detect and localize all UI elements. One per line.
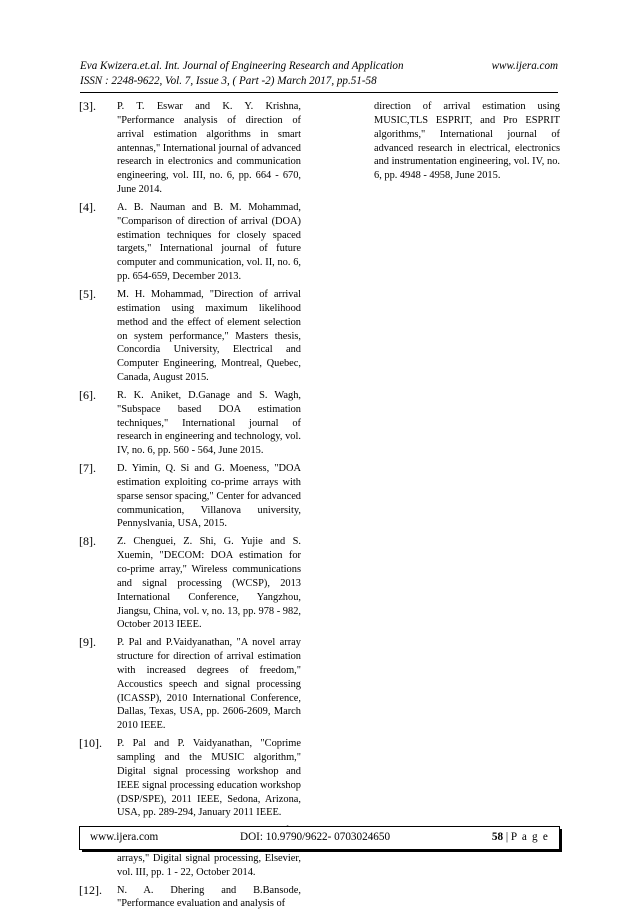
page-footer <box>79 826 560 850</box>
reference-text: Z. Chenguei, Z. Shi, G. Yujie and S. Xuemin, "DECOM: DOA estimation for co-prime array," Wireless communications and signal processing (WCSP), 2013 International Conference, Yangzhou, Jiangsu, China, vol. v, no. 13, pp. 978 - 982, October 2013 IEEE. <box>117 536 301 631</box>
header-rule <box>80 92 558 93</box>
references-left-column <box>79 100 301 915</box>
reference-text: N. A. Dhering and B.Bansode, "Performance evaluation and analysis of <box>117 884 301 910</box>
reference-item <box>79 288 301 385</box>
reference-number: [8]. <box>79 534 96 549</box>
journal-citation: Eva Kwizera.et.al. Int. Journal of Engineering Research and Application <box>80 60 404 72</box>
reference-number: [4]. <box>79 199 96 214</box>
reference-item <box>79 100 301 197</box>
reference-text: P. Pal and P. Vaidyanathan, "Coprime sampling and the MUSIC algorithm," Digital signal processing workshop and IEEE signal processing education workshop (DSP/SPE), 2011 IEEE, Sedona, Arizona, USA, pp. 289-294, January 2011 IEEE. <box>117 738 301 819</box>
reference-text: D. Yimin, Q. Si and G. Moeness, "DOA estimation exploiting co-prime arrays with sparse sensor spacing," Center for advanced communication, Villanova university, Pennyslvania, USA, 2015. <box>117 463 301 530</box>
reference-text: arrays," Digital signal processing, Elsevier, vol. III, pp. 1 - 22, October 2014. <box>117 852 301 878</box>
reference-text: R. K. Aniket, D.Ganage and S. Wagh, "Subspace based DOA estimation techniques," International journal of research in engineering and technology, vol. IV, no. 6, pp. 560 - 564, June 2015. <box>117 389 301 457</box>
reference-number: [6]. <box>79 387 96 402</box>
reference-text: P. T. Eswar and K. Y. Krishna, "Performance analysis of direction of arrival estimation algorithms in smart antennas," International journal of advanced research in electronics and communication engineering, vol. III, no. 6, pp. 664 - 670, June 2014. <box>117 101 301 196</box>
reference-number: [3]. <box>79 99 96 113</box>
reference-number: [5]. <box>79 286 96 301</box>
reference-item <box>79 389 301 458</box>
reference-text: A. B. Nauman and B. M. Mohammad, "Comparison of direction of arrival (DOA) estimation techniques for closely spaced targets," International journal of future computer and communication, vol. II, no. 6, pp. 654-659, December 2013. <box>117 201 301 283</box>
reference-item <box>79 462 301 531</box>
footer-page-number <box>492 831 549 843</box>
footer-doi: DOI: 10.9790/9622- 0703024650 <box>240 831 391 843</box>
reference-number: [12]. <box>79 882 102 897</box>
reference-number: [7]. <box>79 461 96 476</box>
page-header <box>80 59 558 88</box>
reference-continuation <box>374 100 560 183</box>
reference-text: P. Pal and P.Vaidyanathan, "A novel array structure for direction of arrival estimation with increased degrees of freedom," Accoustics speech and signal processing (ICASSP), 2010 International Conference, Dallas, Texas, USA, pp. 2606-2609, March 2010 IEEE. <box>117 637 301 732</box>
reference-item <box>79 884 301 912</box>
page-separator: | <box>505 831 509 843</box>
issn-line: ISSN : 2248-9622, Vol. 7, Issue 3, ( Part -2) March 2017, pp.51-58 <box>80 74 377 87</box>
reference-item <box>79 636 301 733</box>
reference-item <box>79 535 301 632</box>
reference-text: M. H. Mohammad, "Direction of arrival estimation using maximum likelihood method and the effect of element selection on system performance," Masters thesis, Concordia University, Electrical and Computer Engineering, Montreal, Quebec, Canada, August 2015. <box>117 288 301 384</box>
references-right-column <box>374 100 560 183</box>
page-number: 58 <box>491 831 504 843</box>
reference-item <box>79 737 301 820</box>
reference-number: [9]. <box>79 635 96 650</box>
reference-continuation-text: direction of arrival estimation using MUSIC,TLS ESPRIT, and Pro ESPRIT algorithms," International journal of advanced research in electrical, electronics and instrumentation engineering, vol. IV, no. 6, pp. 4948 - 4958, June 2015. <box>374 101 560 182</box>
reference-number: [10]. <box>79 736 102 751</box>
reference-item <box>79 201 301 284</box>
journal-website[interactable]: www.ijera.com <box>491 60 558 72</box>
page-label: P a g e <box>510 831 549 843</box>
footer-website[interactable]: www.ijera.com <box>90 831 159 843</box>
